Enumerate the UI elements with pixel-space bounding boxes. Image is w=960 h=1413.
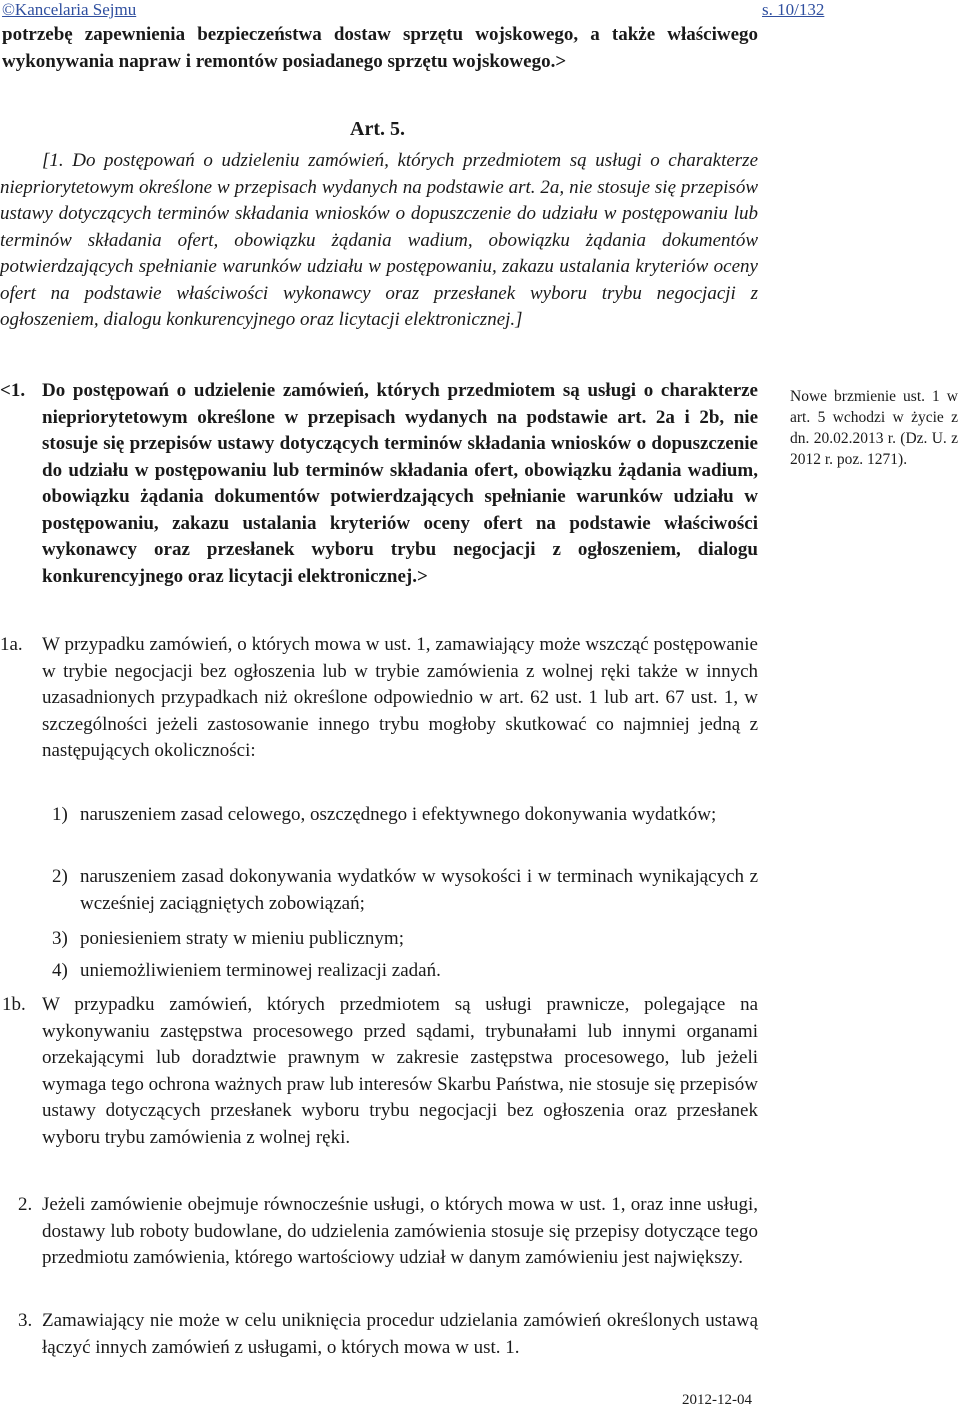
- header-source: [2, 0, 136, 20]
- para-1a-text: W przypadku zamówień, o których mowa w ust. 1, zamawiający może wszcząć postępowanie w trybie negocjacji bez ogłoszenia lub w trybie zamówienia z wolnej ręki także w innych uzasadnionych przypadkach niż określone odpowiednio w art. 62 ust. 1 lub art. 67 ust. 1, w szczególności jeżeli zastosowanie innego trybu mogłoby skutkować co najmniej jedną z następujących okoliczności:: [42, 634, 758, 761]
- point-4-text: uniemożliwieniem terminowej realizacji zadań.: [80, 960, 441, 981]
- para-3-number: 3.: [18, 1310, 33, 1331]
- para-2-number: 2.: [18, 1194, 33, 1215]
- para-1a-number: 1a.: [0, 634, 23, 655]
- point-3-number: 3): [52, 928, 68, 949]
- page-number: s. 10/132: [762, 0, 825, 19]
- new-version-prefix: <1.: [0, 380, 26, 401]
- para-2-text: Jeżeli zamówienie obejmuje równocześnie usługi, o których mowa w ust. 1, oraz inne usługi, dostawy lub roboty budowlane, do udzielenia zamówienia stosuje się przepisy dotyczące tego przedmiotu zamówienia, którego wartościowy udział w danym zamówieniu jest największy.: [42, 1194, 758, 1268]
- para-1b-text: W przypadku zamówień, których przedmiotem są usługi prawnicze, polegające na wykonywaniu zastępstwa procesowego przed sądami, trybunałami lub innymi organami orzekającymi lub doradztwie prawnym w zakresie zastępstwa procesowego, lub jeżeli wymaga tego ochrona ważnych praw lub interesów Skarbu Państwa, nie stosuje się przepisów ustawy dotyczących przesłanek wyboru trybu negocjacji bez ogłoszenia oraz przesłanek wyboru trybu zamówienia z wolnej ręki.: [42, 994, 759, 1148]
- point-3-text: poniesieniem straty w mieniu publicznym;: [80, 928, 404, 949]
- para-1b-number: 1b.: [2, 994, 26, 1015]
- side-note: Nowe brzmienie ust. 1 w art. 5 wchodzi w życie z dn. 20.02.2013 r. (Dz. U. z 2012 r. poz. 1271).: [790, 388, 958, 468]
- footer-date: 2012-12-04: [682, 1392, 752, 1408]
- intro-paragraph: potrzebę zapewnienia bezpieczeństwa dostaw sprzętu wojskowego, a także właściwego wykonywania napraw i remontów posiadanego sprzętu wojskowego.>: [2, 24, 758, 72]
- para-3-text: Zamawiający nie może w celu uniknięcia procedur udzielania zamówień określonych ustawą łączyć innych zamówień z usługami, o których mowa w ust. 1.: [42, 1310, 758, 1358]
- old-version-paragraph: [1. Do postępowań o udzieleniu zamówień, których przedmiotem są usługi o charakterze niepriorytetowym określone w przepisach wydanych na podstawie art. 2a, nie stosuje się przepisów ustawy dotyczących terminów składania wniosków o dopuszczenie do udziału w postępowaniu lub terminów składania ofert, obowiązku żądania wadium, obowiązku żądania dokumentów potwierdzających spełnianie warunków udziału w postępowaniu, zakazu ustalania kryteriów oceny ofert na podstawie właściwości wykonawcy oraz przesłanek wyboru trybu negocjacji z ogłoszeniem, dialogu konkurencyjnego oraz licytacji elektronicznej.]: [0, 150, 758, 330]
- point-1-number: 1): [52, 804, 68, 825]
- point-4-number: 4): [52, 960, 68, 981]
- point-2-number: 2): [52, 866, 68, 887]
- point-2-text: naruszeniem zasad dokonywania wydatków w wysokości i w terminach wynikających z wcześniej zaciągniętych zobowiązań;: [80, 866, 758, 914]
- point-1-text: naruszeniem zasad celowego, oszczędnego i efektywnego dokonywania wydatków;: [80, 804, 717, 825]
- new-version-paragraph: Do postępowań o udzielenie zamówień, których przedmiotem są usługi o charakterze niepriorytetowym określone w przepisach wydanych na podstawie art. 2a i 2b, nie stosuje się przepisów ustawy dotyczących terminów składania wniosków o dopuszczenie do udziału w postępowaniu lub terminów składania ofert, obowiązku żądania wadium, obowiązku żądania dokumentów potwierdzających spełnianie warunków udziału w postępowaniu, zakazu ustalania kryteriów oceny ofert na podstawie właściwości wykonawcy oraz przesłanek wyboru trybu negocjacji z ogłoszeniem, dialogu konkurencyjnego oraz licytacji elektronicznej.>: [42, 380, 758, 587]
- header-source-label: ©Kancelaria Sejmu: [2, 0, 137, 19]
- article-heading: Art. 5.: [350, 118, 405, 140]
